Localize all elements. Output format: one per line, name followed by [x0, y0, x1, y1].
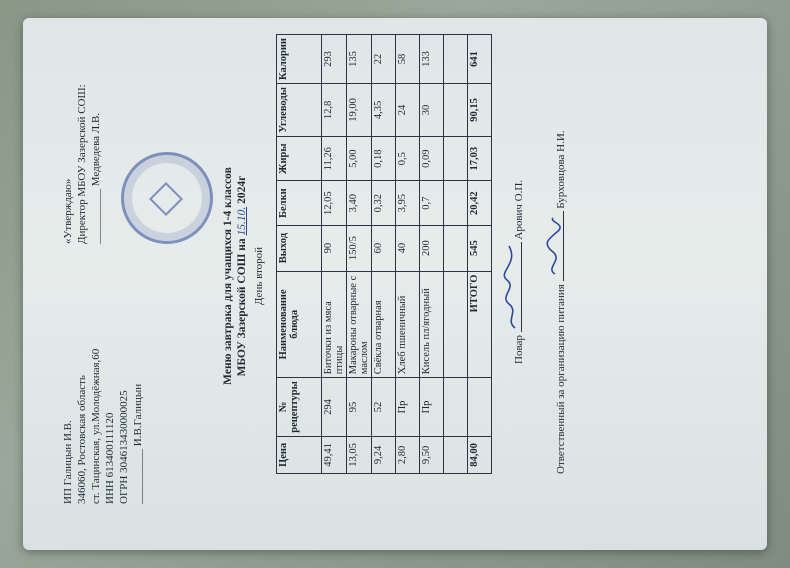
cell-proteins: 3,95: [396, 181, 420, 225]
cell-yield: 150/5: [347, 225, 372, 271]
approval-line: __________ Медведева Л.В.: [90, 112, 102, 244]
supplier-line: ст. Тацинская, ул.Молодёжная,60: [90, 348, 102, 504]
supplier-details: [61, 349, 145, 504]
supplier-line: ИП Галицын И.В.: [62, 420, 74, 504]
cell-yield: [444, 225, 468, 271]
cell-proteins: [444, 181, 468, 225]
cell-price: [444, 436, 468, 473]
cell-proteins: 3,40: [347, 181, 372, 225]
cell-fats: 0,18: [372, 136, 396, 181]
cell-price: 9,50: [420, 436, 444, 473]
cell-calories: [444, 35, 468, 84]
cook-handwritten-signature: [503, 244, 521, 330]
school-seal-stamp: [121, 152, 213, 244]
cell-calories: 133: [420, 35, 444, 84]
cell-recipe: 294: [322, 378, 347, 437]
total-proteins: 20,42: [468, 181, 492, 225]
table-row: [347, 35, 372, 474]
total-recipe: [468, 378, 492, 437]
cell-proteins: 0,32: [372, 181, 396, 225]
cell-carbs: 30: [420, 84, 444, 137]
col-yield: Выход: [277, 225, 322, 271]
supplier-line: ИНН 613400111120: [104, 412, 116, 504]
approval-line: «Утверждаю»: [62, 178, 74, 244]
cell-yield: 200: [420, 225, 444, 271]
table-row: [420, 35, 444, 474]
total-calories: 641: [468, 35, 492, 84]
table-row: [372, 35, 396, 474]
document-page: [31, 18, 751, 534]
col-dish-name: Наименование блюда: [277, 271, 322, 378]
col-carbs: Углеводы: [277, 84, 322, 137]
cell-fats: 0,5: [396, 136, 420, 181]
title-line-1: Меню завтрака для учащихся 1-4 классов: [222, 167, 234, 385]
col-recipe: № рецептуры: [277, 378, 322, 437]
col-price: Цена: [277, 436, 322, 473]
supplier-line: 346060, Ростовская область: [76, 375, 88, 504]
total-yield: 545: [468, 225, 492, 271]
cell-carbs: [444, 84, 468, 137]
handwritten-date: 15.10.: [236, 206, 248, 236]
cook-name: Арович О.П.: [513, 179, 525, 240]
cell-fats: 0,09: [420, 136, 444, 181]
cell-carbs: 19,00: [347, 84, 372, 137]
cell-yield: 90: [322, 225, 347, 271]
table-total-row: [468, 35, 492, 474]
cell-fats: [444, 136, 468, 181]
menu-title: [221, 18, 249, 534]
cell-carbs: 4,35: [372, 84, 396, 137]
cell-calories: 22: [372, 35, 396, 84]
cook-signature: [509, 242, 522, 332]
menu-table: [276, 34, 492, 474]
cell-carbs: 24: [396, 84, 420, 137]
total-carbs: 90,15: [468, 84, 492, 137]
title-line-2: [235, 18, 249, 534]
col-fats: Жиры: [277, 136, 322, 181]
cell-price: 13,05: [347, 436, 372, 473]
cell-recipe: [444, 378, 468, 437]
cell-dish: [444, 271, 468, 378]
cell-proteins: 0,7: [420, 181, 444, 225]
responsible-name: Бурховцова Н.И.: [555, 130, 567, 209]
table-row: [396, 35, 420, 474]
responsible-signature-line: [551, 130, 568, 474]
cell-fats: 5,00: [347, 136, 372, 181]
cell-price: 9,24: [372, 436, 396, 473]
supplier-line: __________ И.В.Галицын: [132, 383, 144, 504]
cell-dish: Биточки из мяса птицы: [322, 271, 347, 378]
cook-label: Повар: [513, 335, 525, 364]
col-calories: Калории: [277, 35, 322, 84]
approval-line: Директор МБОУ Зазерской СОШ:: [76, 84, 88, 244]
responsible-handwritten-signature: [545, 217, 563, 277]
cell-calories: 293: [322, 35, 347, 84]
cell-calories: 135: [347, 35, 372, 84]
cell-recipe: Пр: [420, 378, 444, 437]
total-label: ИТОГО: [468, 271, 492, 378]
cell-calories: 58: [396, 35, 420, 84]
title-year: 2024г: [236, 175, 248, 204]
cell-dish: Кисель пл/ягодный: [420, 271, 444, 378]
total-price: 84,00: [468, 436, 492, 473]
col-proteins: Белки: [277, 181, 322, 225]
cell-dish: Свёкла отварная: [372, 271, 396, 378]
cell-proteins: 12,05: [322, 181, 347, 225]
cell-price: 2,80: [396, 436, 420, 473]
supplier-line: ОГРН 304613430000025: [118, 390, 130, 504]
title-text: МБОУ Зазерской СОШ на: [236, 238, 248, 377]
responsible-signature: [551, 212, 564, 282]
table-row-empty: [444, 35, 468, 474]
cook-signature-line: [509, 180, 526, 364]
cell-yield: 40: [396, 225, 420, 271]
cell-dish: Макароны отварные с маслом: [347, 271, 372, 378]
total-fats: 17,03: [468, 136, 492, 181]
cell-recipe: 95: [347, 378, 372, 437]
document-sheet: [23, 18, 767, 550]
table-row: [322, 35, 347, 474]
cell-recipe: Пр: [396, 378, 420, 437]
approval-block: [61, 84, 103, 244]
cell-price: 49,41: [322, 436, 347, 473]
cell-dish: Хлеб пшеничный: [396, 271, 420, 378]
responsible-label: Ответственный за организацию питания: [555, 284, 567, 474]
table-header-row: [277, 35, 322, 474]
cell-yield: 60: [372, 225, 396, 271]
cell-recipe: 52: [372, 378, 396, 437]
menu-day: День второй: [253, 246, 265, 306]
cell-fats: 11,26: [322, 136, 347, 181]
cell-carbs: 12,8: [322, 84, 347, 137]
